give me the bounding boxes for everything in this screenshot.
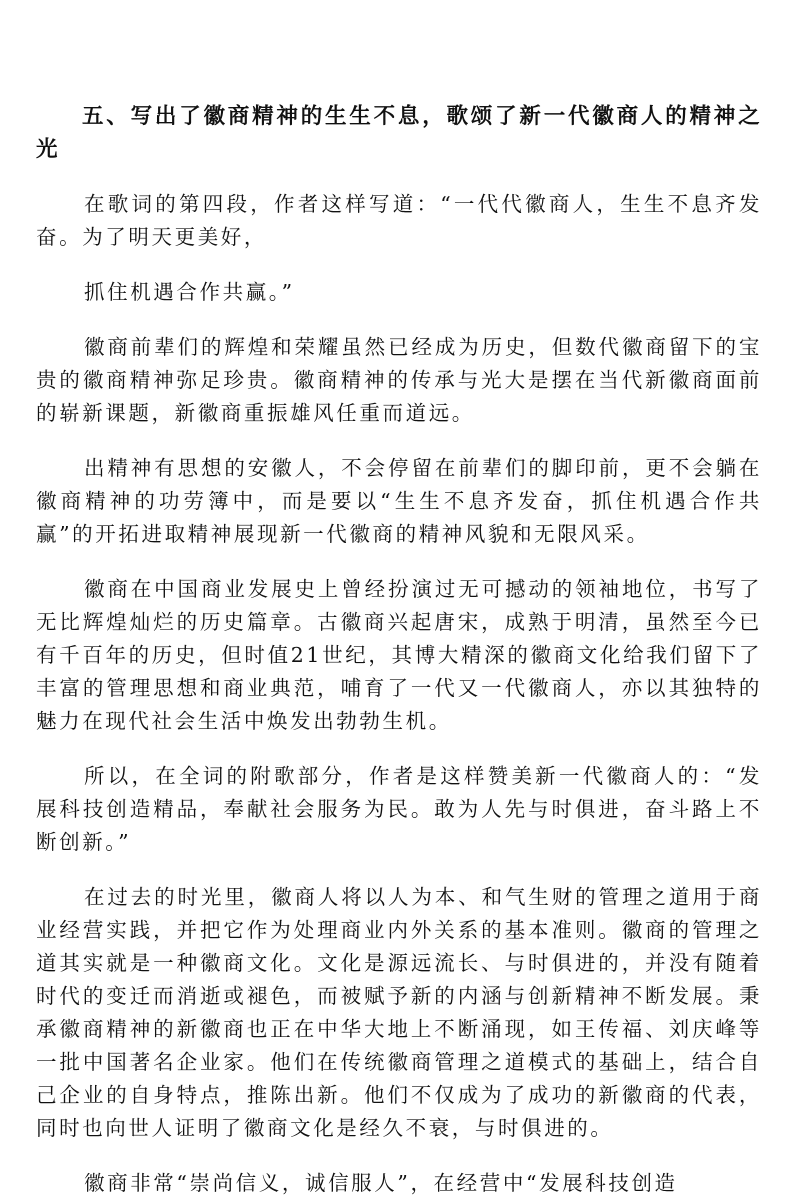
paragraph-6: 所以，在全词的附歌部分，作者是这样赞美新一代徽商人的：“发展科技创造精品，奉献社会服务为民。敢为人先与时俱进，奋斗路上不断创新。” (36, 764, 762, 854)
spacer (36, 254, 762, 276)
paragraph-7: 在过去的时光里，徽商人将以人为本、和气生财的管理之道用于商业经营实践，并把它作为处理商业内外关系的基本准则。徽商的管理之道其实就是一种徽商文化。文化是源远流长、与时俱进的，并没有随着时代的变迁而消逝或褪色，而被赋予新的内涵与创新精神不断发展。秉承徽商精神的新徽商也正在中华大地上不断涌现，如王传福、刘庆峰等一批中国著名企业家。他们在传统徽商管理之道模式的基础上，结合自己企业的自身特点，推陈出新。他们不仅成为了成功的新徽商的代表，同时也向世人证明了徽商文化是经久不衰，与时俱进的。 (36, 885, 762, 1140)
paragraph-4: 出精神有思想的安徽人，不会停留在前辈们的脚印前，更不会躺在徽商精神的功劳簿中，而是要以“生生不息齐发奋，抓住机遇合作共赢”的开拓进取精神展现新一代徽商的精神风貌和无限风采。 (36, 456, 762, 546)
spacer (36, 430, 762, 452)
spacer (36, 166, 762, 188)
spacer (36, 738, 762, 760)
paragraph-1: 在歌词的第四段，作者这样写道：“一代代徽商人，生生不息齐发奋。为了明天更美好， (36, 192, 762, 249)
spacer (36, 1145, 762, 1167)
spacer (36, 551, 762, 573)
spacer (36, 309, 762, 331)
spacer (36, 859, 762, 881)
section-heading: 五、写出了徽商精神的生生不息，歌颂了新一代徽商人的精神之光 (36, 104, 762, 162)
paragraph-8: 徽商非常“崇尚信义，诚信服人”，在经营中“发展科技创造 (84, 1171, 678, 1195)
paragraph-3: 徽商前辈们的辉煌和荣耀虽然已经成为历史，但数代徽商留下的宝贵的徽商精神弥足珍贵。徽商精神的传承与光大是摆在当代新徽商面前的崭新课题，新徽商重振雄风任重而道远。 (36, 335, 762, 425)
paragraph-2: 抓住机遇合作共赢。” (84, 280, 295, 304)
paragraph-5: 徽商在中国商业发展史上曾经扮演过无可撼动的领袖地位，书写了无比辉煌灿烂的历史篇章。古徽商兴起唐宋，成熟于明清，虽然至今已有千百年的历史，但时值21世纪，其博大精深的徽商文化给我们留下了丰富的管理思想和商业典范，哺育了一代又一代徽商人，亦以其独特的魅力在现代社会生活中焕发出勃勃生机。 (36, 577, 762, 733)
